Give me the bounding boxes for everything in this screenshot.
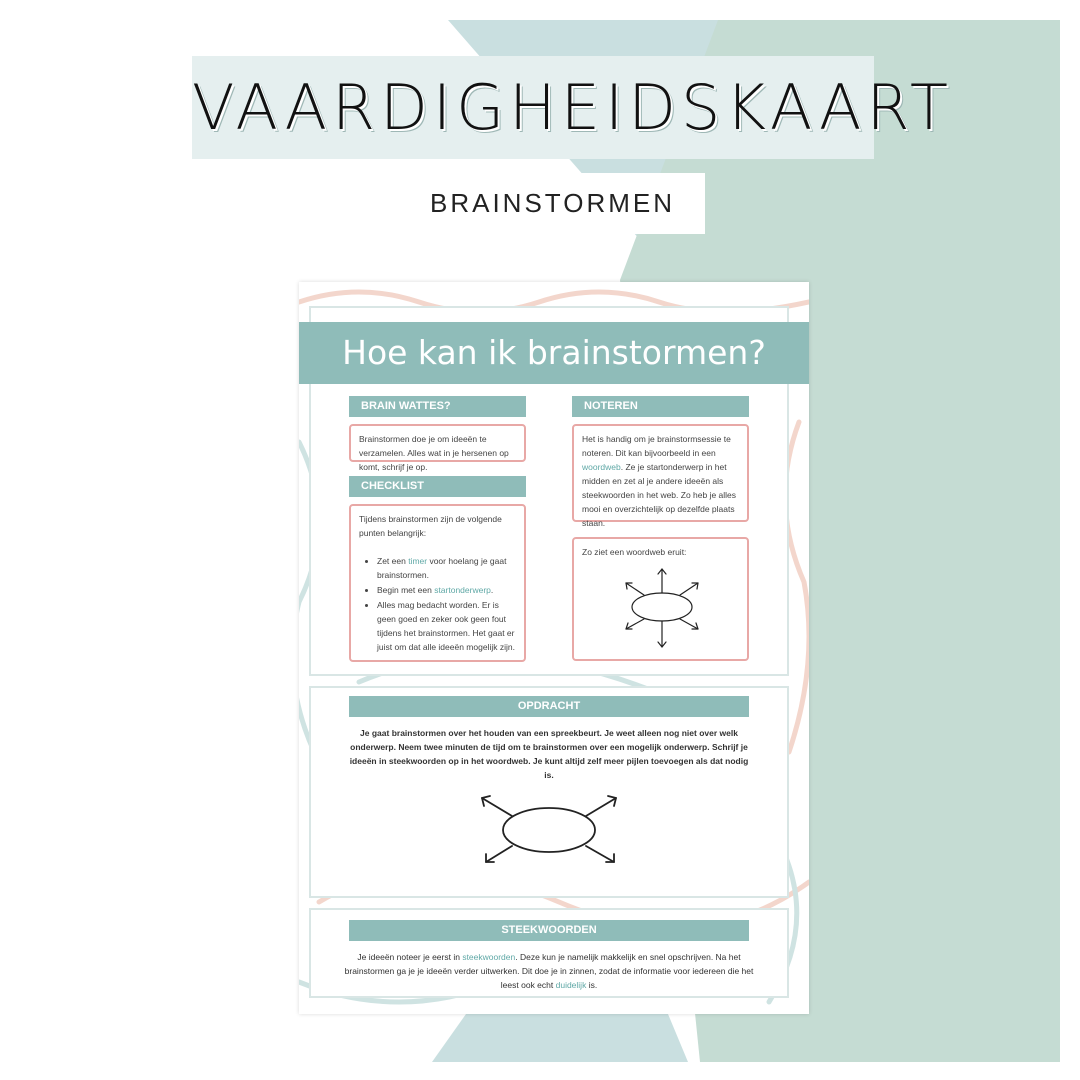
- checklist-box: [349, 504, 526, 662]
- checklist-item: • Zet een timer voor hoelang je gaat brainstormen.: [377, 554, 516, 582]
- worksheet-poster: [299, 282, 809, 1014]
- opdracht-text: Je gaat brainstormen over het houden van een spreekbeurt. Je weet alleen nog niet over welk onderwerp. Neem twee minuten de tijd om te brainstormen over een mogelijk onderwerp. Schrijf je ideeën in steekwoorden op in het woordweb. Je kunt altijd zelf meer pijlen toevoegen als dat nodig is.: [349, 728, 749, 780]
- mindmap-diagram-small: [582, 561, 742, 653]
- steekwoorden-heading: STEEKWOORDEN: [349, 920, 749, 941]
- checklist-intro: Tijdens brainstormen zijn de volgende punten belangrijk:: [359, 514, 502, 538]
- steekwoorden-text: Je ideeën noteer je eerst in steekwoorden. Deze kun je namelijk makkelijk en snel opschrijven. Na het brainstormen ga je je ideeën verder uitwerken. Dit doe je in zinnen, zodat de informatie voor iedereen die het leest ook echt duidelijk is.: [344, 952, 754, 990]
- noteren-heading: NOTEREN: [572, 396, 749, 417]
- brain-wattes-text: Brainstormen doe je om ideeën te verzamelen. Alles wat in je hersenen op komt, schrijf je op.: [359, 434, 509, 472]
- checklist-list: [359, 554, 516, 654]
- checklist-item: • Begin met een startonderwerp.: [377, 583, 516, 597]
- checklist-item: • Alles mag bedacht worden. Er is geen goed en zeker ook geen fout tijdens het brainstormen. Het gaat er juist om dat alle ideeën mogelijk zijn.: [377, 598, 516, 654]
- noteren-box: Het is handig om je brainstormsessie te noteren. Dit kan bijvoorbeeld in een woordweb. Ze je startonderwerp in het midden en zet al je andere ideeën als steekwoorden in het web. Zo heb je alles mooi en overzichtelijk op dezelfde plaats staan.: [572, 424, 749, 522]
- opdracht-heading: OPDRACHT: [349, 696, 749, 717]
- woordweb-example-caption: Zo ziet een woordweb eruit:: [582, 547, 687, 557]
- brain-wattes-heading: BRAIN WATTES?: [349, 396, 526, 417]
- checklist-heading: CHECKLIST: [349, 476, 526, 497]
- woordweb-example-box: [572, 537, 749, 661]
- brain-wattes-box: [349, 424, 526, 472]
- page-title: VAARDIGHEIDSKAART: [192, 71, 953, 144]
- mindmap-diagram-large: [464, 790, 634, 870]
- page-subtitle: BRAINSTORMEN: [430, 188, 675, 218]
- woordweb-link-text: woordweb: [582, 462, 621, 472]
- poster-title: Hoe kan ik brainstormen?: [299, 322, 809, 384]
